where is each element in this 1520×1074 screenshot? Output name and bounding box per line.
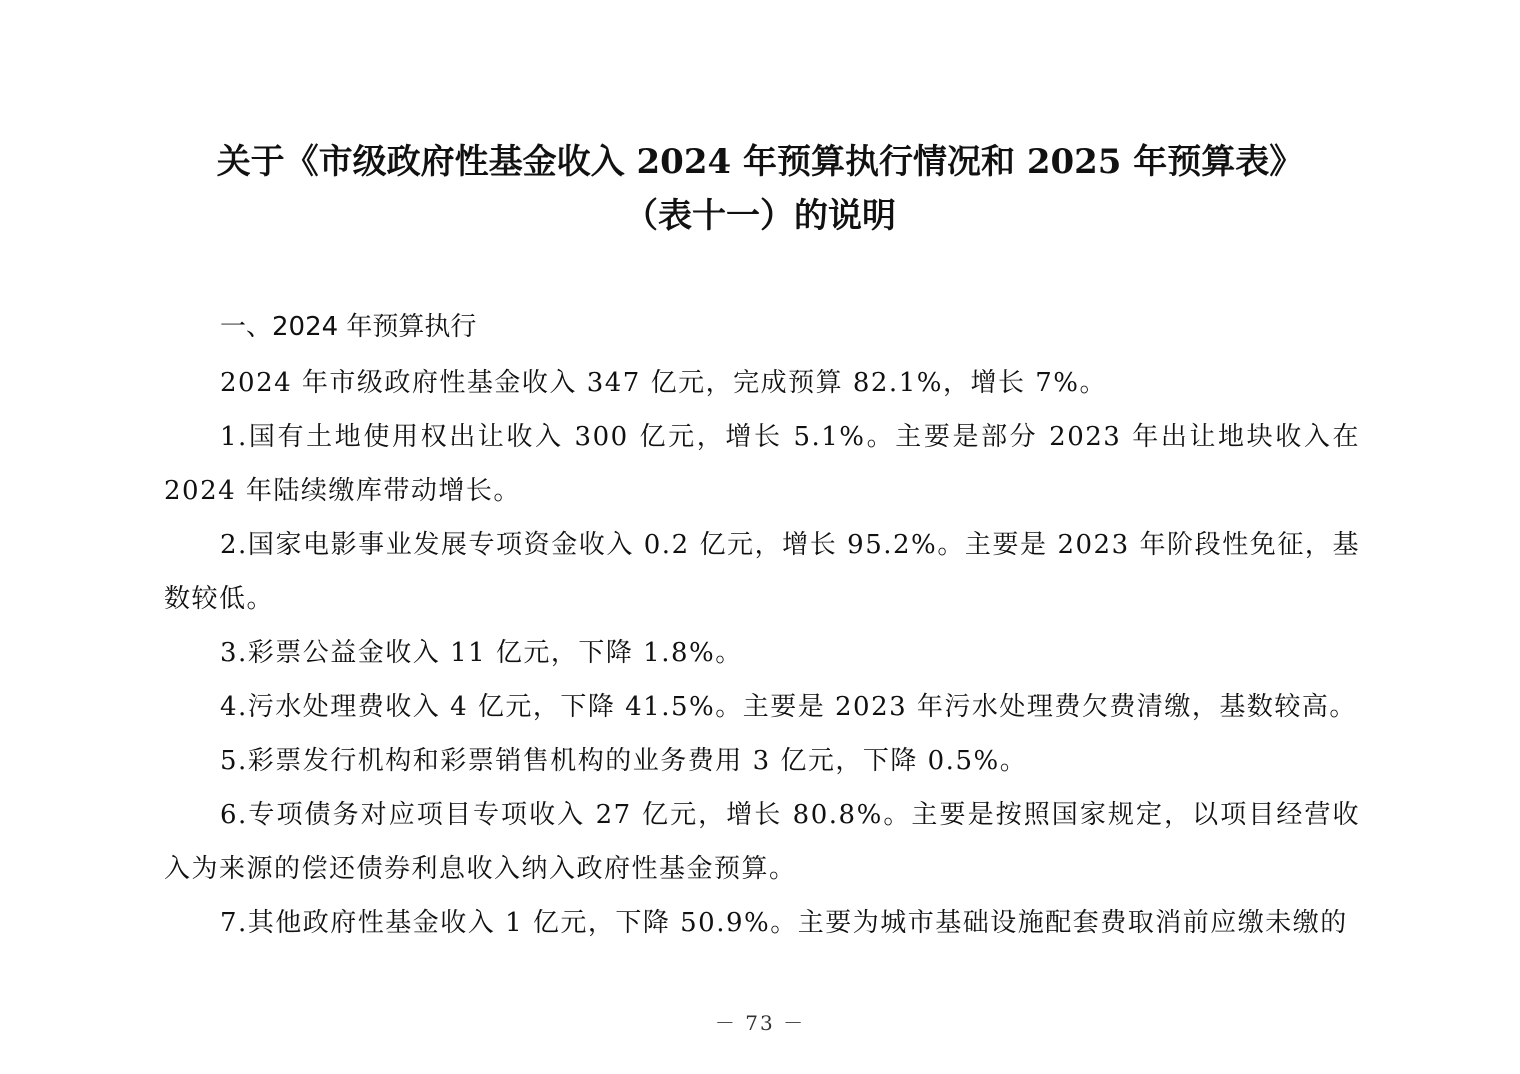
document-title-line-2: （表十一）的说明 [624, 196, 896, 236]
paragraph-item-3: 3.彩票公益金收入 11 亿元，下降 1.8%。 [220, 638, 743, 668]
section-heading: 一、2024 年预算执行 [220, 312, 477, 342]
paragraph-item-7: 7.其他政府性基金收入 1 亿元，下降 50.9%。主要为城市基础设施配套费取消前应缴未缴的 [220, 908, 1348, 938]
paragraph-item-5: 5.彩票发行机构和彩票销售机构的业务费用 3 亿元，下降 0.5%。 [220, 746, 1028, 776]
document-title-line-1: 关于《市级政府性基金收入 2024 年预算执行情况和 2025 年预算表》 [216, 142, 1304, 182]
page-number: － 73 － [714, 1011, 806, 1035]
paragraph-item-4: 4.污水处理费收入 4 亿元，下降 41.5%。主要是 2023 年污水处理费欠费清缴，基数较高。 [220, 692, 1357, 722]
paragraph-item-1: 1.国有土地使用权出让收入 300 亿元，增长 5.1%。主要是部分 2023 年出让地块收入在 2024 年陆续缴库带动增长。 [164, 422, 1360, 506]
paragraph-item-6: 6.专项债务对应项目专项收入 27 亿元，增长 80.8%。主要是按照国家规定，以项目经营收入为来源的偿还债券利息收入纳入政府性基金预算。 [164, 800, 1360, 884]
paragraph-item-2: 2.国家电影事业发展专项资金收入 0.2 亿元，增长 95.2%。主要是 2023 年阶段性免征，基数较低。 [164, 530, 1360, 614]
paragraph-summary: 2024 年市级政府性基金收入 347 亿元，完成预算 82.1%，增长 7%。 [220, 368, 1107, 398]
